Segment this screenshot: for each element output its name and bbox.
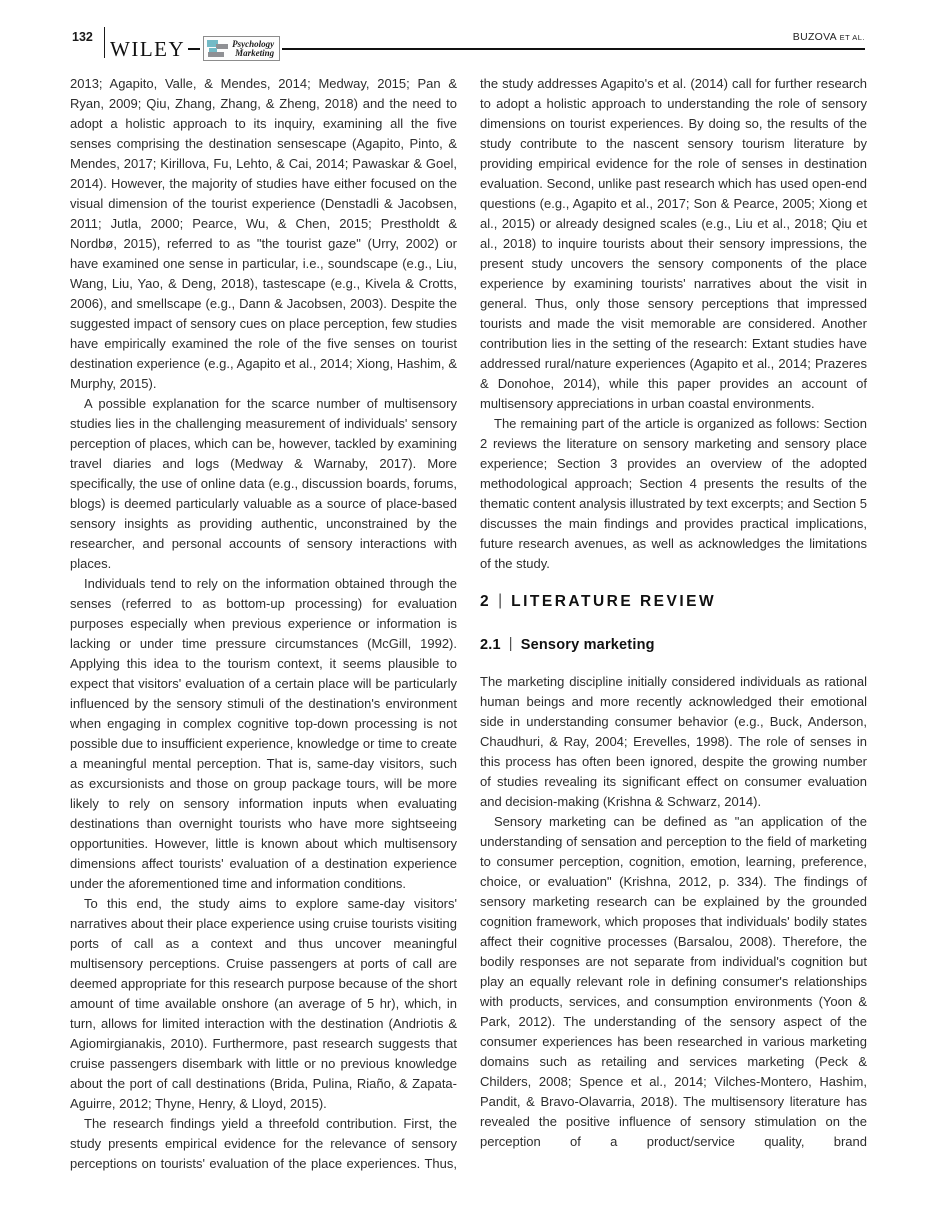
- left-column: [70, 74, 457, 1174]
- logo-dash: [188, 48, 200, 50]
- journal-logo-line2: Marketing: [235, 47, 275, 58]
- header-rule: [282, 48, 865, 50]
- running-head-author: BUZOVA: [792, 31, 837, 43]
- paragraph: The marketing discipline initially considered individuals as rational human beings and more recently acknowledged their emotional side in understanding consumer behavior (e.g., Buck, Anderson, Chaudhuri, & Ray, 2004; Erevelles, 1998). The role of senses in this process has often been ignored, despite the growing number of studies revealing its significant effect on consumer evaluation and decision-making (Krishna & Schwarz, 2014).: [480, 674, 867, 809]
- journal-logo: [203, 36, 280, 61]
- subsection-number: 2.1: [480, 637, 501, 653]
- running-head: [793, 31, 865, 43]
- paragraph: Individuals tend to rely on the information obtained through the senses (referred to as bottom-up processing) for evaluation purposes especially when previous experience or information is lacking or under time pressure circumstances (McGill, 1992). Applying this idea to the tourism context, it seems plausible to expect that visitors' evaluation of a certain place will be particularly influenced by the sensory stimuli of the destination's environment when engaging in complex cognitive top-down processing is not possible due to insufficient experience, knowledge or time to create a meaningful mental perception. That is, same-day visitors, such as excursionists and those on group package tours, will be more likely to rely on sensory information inputs when evaluating destinations than overnight tourists who have more sightseeing opportunities. However, little is known about which multisensory dimensions affect tourists' evaluation of a destination experience under the aforementioned time and information conditions.: [70, 576, 457, 891]
- article-body: [70, 74, 867, 1174]
- section-number: 2: [480, 593, 490, 610]
- journal-logo-line1: Psychology: [232, 39, 275, 49]
- running-head-etal: ET AL.: [839, 33, 865, 42]
- journal-logo-text: [232, 40, 274, 57]
- header-brand-row: [110, 36, 865, 61]
- journal-logo-mark-icon: [207, 39, 229, 58]
- section-title: LITERATURE REVIEW: [511, 593, 717, 610]
- paragraph: Sensory marketing can be defined as "an application of the understanding of sensation and perception to the field of marketing to consumer perception, cognition, emotion, learning, preference, choice, or evaluation" (Krishna, 2012, p. 334). The findings of sensory marketing research can be explained by the grounded cognition framework, which proposes that individuals' bodily states affect their cognitive processes (Barsalou, 2008). Therefore, the bodily responses are not separate from individual's cognition but play an equally relevant role in defining consumer's relationships with products, services, and consumption environments (Yoon & Park, 2012). The understanding of the sensory aspect of the consumer experiences has been researched in various marketing domains such as retailing and services marketing (Peck & Childers, 2008; Spence et al., 2014; Vilches-Montero, Hashim, Pandit, & Bravo-Olavarria, 2018). The multisensory literature has revealed the positive influence of sensory stimulation on the perception of a product/service quality, brand: [480, 814, 867, 1149]
- subsection-heading-sensory-marketing: [480, 635, 867, 655]
- paragraph: The remaining part of the article is organized as follows: Section 2 reviews the literature on sensory marketing and sensory place experience; Section 3 provides an overview of the adopted methodological approach; Section 4 presents the results of the thematic content analysis illustrated by text excerpts; and Section 5 discusses the main findings and provides practical implications, future research avenues, as well as acknowledges the limitations of the study.: [480, 416, 867, 571]
- paragraph: The research findings yield a threefold contribution. First, the study presents empirical evidence for the relevance of sensory perceptions on tourists' evaluation of the place experiences. Thus,: [70, 1116, 457, 1171]
- right-column: [480, 74, 867, 1174]
- page-number: 132: [72, 30, 93, 44]
- section-heading-literature-review: [480, 592, 867, 612]
- paragraph: To this end, the study aims to explore same-day visitors' narratives about their place experience using cruise tourists visiting ports of call as a context and thus uncover meaningful multisensory perceptions. Cruise passengers at ports of call are deemed appropriate for this research purpose because of the short amount of time available onshore (an average of 5 hr), which, in turn, allows for limited interaction with the destination (Andriotis & Agiomirgianakis, 2010). Furthermore, past research suggests that cruise passengers disembark with little or no previous knowledge about the port of call destinations (Brida, Pulina, Riaño, & Zapata- Aguirre, 2012; Thyne, Henry, & Lloyd, 2015).: [70, 896, 457, 1111]
- heading-separator: |: [498, 592, 503, 609]
- paragraph: the study addresses Agapito's et al. (2014) call for further research to adopt a holistic approach to understanding the role of sensory dimensions on tourist experiences. By doing so, the results of the study contribute to the nascent sensory tourism literature by providing empirical evidence for the role of senses in destination evaluation. Second, unlike past research which has used open-end questions (e.g., Agapito et al., 2017; Son & Pearce, 2005; Xiong et al., 2015) or already designed scales (e.g., Liu et al., 2018; Qiu et al., 2018) to inquire tourists about their sensory impressions, the present study uncovers the sensory components of the place experience by examining tourists' narratives about the visit in general. Thus, only those sensory perceptions that impressed tourists and made the visit memorable are considered. Another contribution lies in the setting of the research: Extant studies have addressed rural/nature experiences (Agapito et al., 2014; Prazeres & Donohoe, 2014), while this paper provides an account of multisensory appreciations in urban coastal environments.: [480, 76, 867, 411]
- paragraph: A possible explanation for the scarce number of multisensory studies lies in the challenging measurement of individuals' sensory perception of places, which can be, however, tackled by examining travel diaries and logs (Medway & Warnaby, 2017). More specifically, the use of online data (e.g., discussion boards, forums, blogs) is deemed particularly valuable as a source of place-based sensory insights as providing authentic, unconstrained by the researcher, and personal accounts of sensory interactions with places.: [70, 396, 457, 571]
- wiley-logo: WILEY: [110, 36, 186, 61]
- heading-separator: |: [508, 636, 513, 652]
- header-divider: [104, 27, 105, 58]
- subsection-title: Sensory marketing: [520, 637, 655, 653]
- paragraph: 2013; Agapito, Valle, & Mendes, 2014; Medway, 2015; Pan & Ryan, 2009; Qiu, Zhang, Zhang, & Zheng, 2018) and the need to adopt a holistic approach to its inquiry, examining all the five senses comprising the destination sensescape (Agapito, Pinto, & Mendes, 2017; Kirillova, Fu, Lehto, & Cai, 2014; Pawaskar & Goel, 2014). However, the majority of studies have either focused on the visual dimension of the tourist experience (Denstadli & Jacobsen, 2011; Jutla, 2000; Pearce, Wu, & Chen, 2015; Prestholdt & Nordbø, 2015), referred to as "the tourist gaze" (Urry, 2002) or have examined one sense in particular, i.e., soundscape (e.g., Liu, Wang, Liu, Yao, & Deng, 2018), tastescape (e.g., Kivela & Crotts, 2006), and smellscape (e.g., Dann & Jacobsen, 2003). Despite the suggested impact of sensory cues on place perception, few studies have empirically examined the role of the five senses on tourist destination experience (e.g., Agapito et al., 2014; Xiong, Hashim, & Murphy, 2015).: [70, 76, 457, 391]
